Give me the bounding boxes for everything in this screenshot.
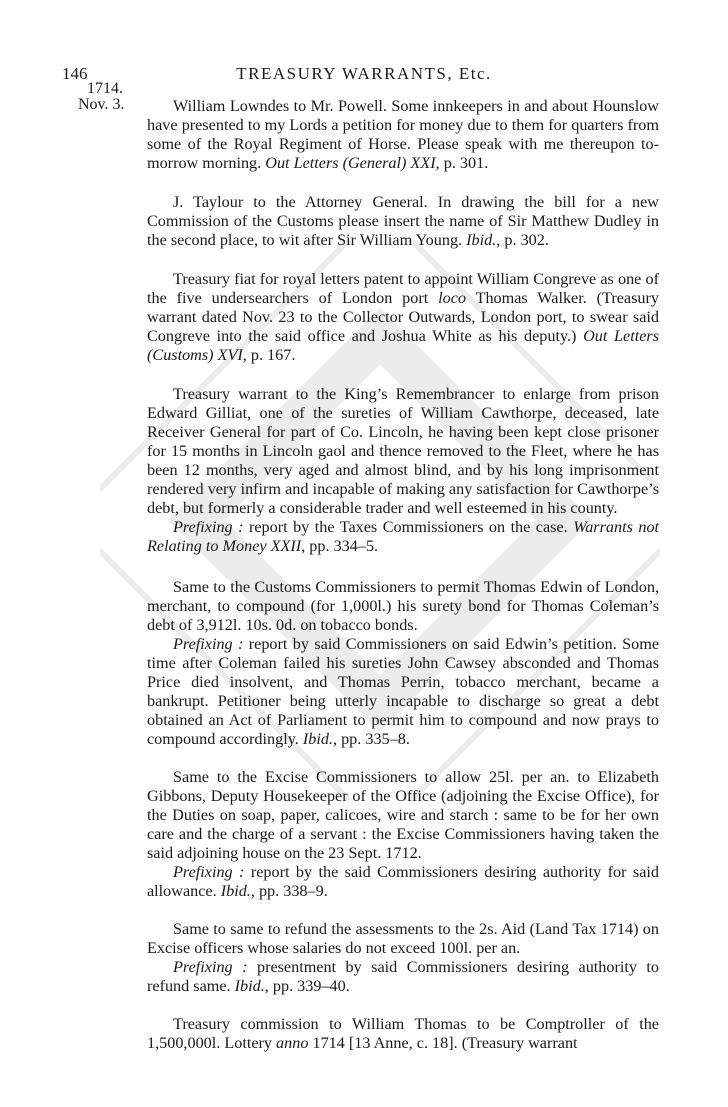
- entry-paragraph: [147, 920, 659, 958]
- entry-text-continued: Thomas Walker. (Treasury warrant dated Nov. 23 to the Collector Outwards, London port, to swear said Congreve into the said office and Joshua White as his deputy.): [147, 289, 659, 345]
- entry-text-continued: 1714 [13 Anne, c. 18]. (Treasury warrant: [312, 1034, 578, 1052]
- entry-italic-word: loco: [438, 289, 466, 307]
- entry-edwin-compound: [147, 578, 659, 749]
- entry-text: Treasury fiat for royal letters patent to appoint William Congreve as one of the five undersearchers of London port: [147, 270, 659, 307]
- prefixing-text: report by the Taxes Commissioners on the case.: [248, 518, 568, 536]
- entry-reference-tail: , pp. 339–40.: [264, 977, 350, 995]
- entry-paragraph: [147, 768, 659, 863]
- entry-reference-tail: , p. 301.: [435, 154, 489, 172]
- entry-text: Treasury warrant to the King’s Remembrancer to enlarge from prison Edward Gilliat, one of the sureties of William Cawthorpe, deceased, late Receiver General for part of Co. Lincoln, he having been kept close prisoner for 15 months in Lincoln gaol and thence removed to the Fleet, where he has been 12 months, very aged and almost blind, and by his long imprisonment rendered very infirm and incapable of making any satisfaction for Cawthorpe’s debt, but formerly a considerable trader and well esteemed in his county.: [147, 385, 659, 517]
- entry-gibbons-allowance: [147, 768, 659, 901]
- entry-reference: Ibid.: [466, 231, 497, 249]
- entry-reference: Ibid.: [234, 977, 265, 995]
- entry-reference-tail: , p. 167.: [242, 346, 296, 364]
- entry-prefixing: [147, 635, 659, 749]
- entry-paragraph: [147, 270, 659, 365]
- entry-paragraph: [147, 578, 659, 635]
- entry-prefixing: [147, 863, 659, 901]
- entry-reference: Out Letters (Customs) XVI: [147, 327, 660, 364]
- entry-taylour-attorney: [147, 193, 659, 250]
- entry-reference: Ibid.: [220, 882, 251, 900]
- entry-congreve-fiat: [147, 270, 659, 365]
- entry-text: Same to the Excise Commissioners to allow 25l. per an. to Elizabeth Gibbons, Deputy Housekeeper of the Office (adjoining the Excise Office), for the Duties on soap, paper, calicoes, wire and starch : same to be for her own care and the charge of a servant : the Excise Commissioners having taken the said adjoining house on the 23 Sept. 1712.: [147, 768, 659, 862]
- margin-year: 1714.: [87, 80, 123, 97]
- prefixing-label: Prefixing :: [173, 518, 244, 536]
- entry-paragraph: [147, 1015, 659, 1053]
- entry-reference: Warrants not Relating to Money XXII: [147, 518, 660, 555]
- entry-text: Treasury commission to William Thomas to be Comptroller of the 1,500,000l. Lottery: [147, 1015, 659, 1052]
- entry-paragraph: [147, 193, 659, 250]
- entry-text: J. Taylour to the Attorney General. In drawing the bill for a new Commission of the Customs please insert the name of Sir Matthew Dudley in the second place, to wit after Sir William Young.: [147, 193, 659, 249]
- prefixing-text: report by said Commissioners on said Edwin’s petition. Some time after Coleman failed his sureties John Cawsey absconded and Thomas Price died insolvent, and Thomas Perrin, tobacco merchant, became a bankrupt. Petitioner being utterly incapable to discharge so great a debt obtained an Act of Parliament to permit him to compound and now prays to compound accordingly.: [147, 635, 660, 748]
- entry-gilliat-warrant: [147, 385, 659, 556]
- entry-reference-tail: , pp. 334–5.: [301, 537, 379, 555]
- prefixing-label: Prefixing :: [173, 635, 244, 653]
- entry-italic-word: anno: [276, 1034, 309, 1052]
- entry-paragraph: [147, 385, 659, 518]
- running-title: TREASURY WARRANTS, Etc.: [236, 64, 492, 83]
- entry-reference-tail: , pp. 335–8.: [332, 730, 410, 748]
- body-column: [147, 97, 659, 1053]
- entry-reference-tail: , p. 302.: [496, 231, 549, 249]
- prefixing-text: presentment by said Commissioners desiring authority to refund same.: [147, 958, 660, 995]
- entry-reference: Ibid.: [302, 730, 333, 748]
- entry-text: Same to same to refund the assessments to the 2s. Aid (Land Tax 1714) on Excise officers whose salaries do not exceed 100l. per an.: [147, 920, 659, 957]
- entry-text: William Lowndes to Mr. Powell. Some innkeepers in and about Hounslow have presented to my Lords a petition for money due to them for quarters from some of the Royal Regiment of Horse. Please speak with me thereupon to-morrow morning.: [147, 97, 659, 172]
- page-number: 146: [62, 64, 88, 83]
- entry-excise-refund: [147, 920, 659, 996]
- prefixing-label: Prefixing :: [173, 863, 245, 881]
- prefixing-text: report by the said Commissioners desiring authority for said allowance.: [147, 863, 660, 900]
- entry-prefixing: [147, 518, 659, 556]
- entry-paragraph: [147, 97, 659, 173]
- entry-reference-tail: , pp. 338–9.: [250, 882, 328, 900]
- prefixing-label: Prefixing :: [173, 958, 248, 976]
- margin-date: Nov. 3.: [78, 96, 125, 113]
- entry-prefixing: [147, 958, 659, 996]
- entry-thomas-lottery: [147, 1015, 659, 1053]
- entry-reference: Out Letters (General) XXI: [265, 154, 436, 172]
- entry-lowndes-powell: [147, 97, 659, 173]
- entry-text: Same to the Customs Commissioners to permit Thomas Edwin of London, merchant, to compound (for 1,000l.) his surety bond for Thomas Coleman’s debt of 3,912l. 10s. 0d. on tobacco bonds.: [147, 578, 659, 634]
